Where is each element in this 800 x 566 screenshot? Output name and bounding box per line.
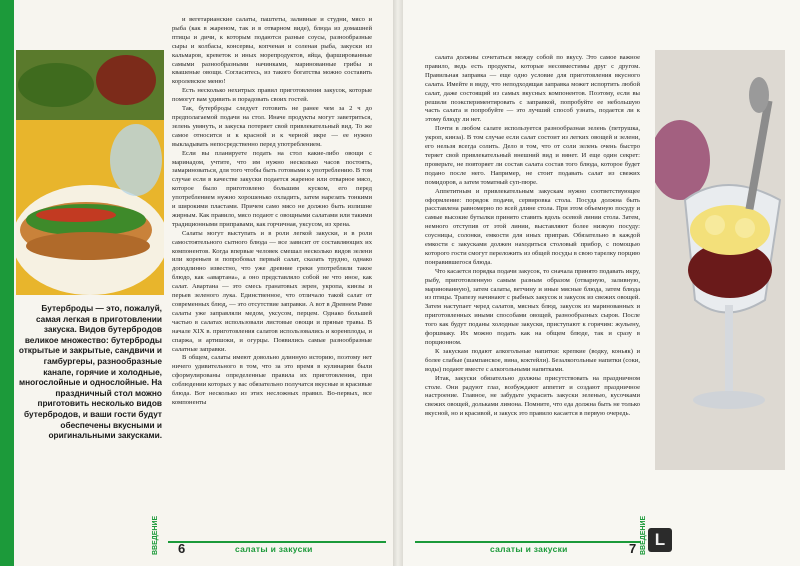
paragraph: салата должны сочетаться между собой по вкусу. Это самое важное правило, ведь есть продукты, которые несовместимы друг с другом. Правильная заправка — еще одно условие для приготовления вкусного салата. Имейте в виду, что неподходящая заправка может испортить любой салат, даже состоящий из самых вкусных компонентов. Поэтому, если вы решили поэкспериментировать с заправкой, попробуйте ее небольшую часть салата и попробуйте — это лучший способ узнать, подается ли к этому блюду ли нет. [425, 54, 640, 124]
paragraph: К закускам подают алкогольные напитки: крепкие (водку, коньяк) и более слабые (шампанское, вина, коктейли). Безалкогольные напитки (соки, воды) подают вместе с алкогольными напитками. [425, 347, 640, 373]
paragraph: и вегетарианские салаты, паштеты, заливные и студни, мясо и рыба (как в жареном, так и в отварном виде), блюда из домашней птицы и дичи, к которым подаются разные соусы, разнообразные сыры и колбасы, консервы, копченая и соленая рыба, закуски из кальмаров, креветок и иных морепродуктов, яйца, фаршированные самыми разнообразными начинками, маринованные грибы и квашеные овощи. Согласитесь, из такого богатства можно составить королевское меню! [172, 16, 372, 86]
right-text-column [425, 54, 640, 540]
page-number: 7 [629, 541, 637, 556]
paragraph: Итак, закуски обязательно должны присутствовать на праздничном столе. Они радуют глаз, возбуждают аппетит и создают праздничное настроение. Главное, не забудьте украсить закуски зеленью, кусочками свежих овощей, дольками лимона. Помните, что еда должна быть не только вкусной, но и красивой, и закуск это правило касается в первую очередь. [425, 374, 640, 418]
section-label: салаты и закуски [490, 544, 568, 554]
paragraph: Аппетитным и привлекательным закускам нужно соответствующее оформление: порядок подачи, сервировка стола. Посуда должна быть расставлена равномерно по всей длине стола. При этом объемную посуду и самые высокие бутылки принято ставить вдоль осевой линии стола. Затем, немного отступив от этой линии, выставляют более низкую посуду: соусницы, солонки, емкости для иных приправ. Обязательно в каждой емкости с закусками должен находиться столовый прибор, с помощью которого гости смогут переложить из общей посуды в свою тарелку порцию понравившегося блюда. [425, 187, 640, 266]
side-tab-label: ВВЕДЕНИЕ [640, 515, 647, 555]
left-page [0, 0, 395, 566]
green-accent-bar [0, 0, 14, 566]
section-label: салаты и закуски [235, 544, 313, 554]
sandwich-photo [16, 50, 164, 295]
left-text-column [172, 16, 372, 538]
paragraph: Салаты могут выступать и в роли легкой закуски, и в роли самостоятельного сытного блюда — все зависит от составляющих их компонентов. Когда впервые человек смешал несколько видов зелени или кореньев и попробовал первый салат, сказать трудно, однако доподлинно известно, что уже древние греки употребляли такое блюдо, как «авартана», а оно представляло собой не что иное, как салат. Авартана — это смесь гранатовых зерен, укропа, кинзы и перьев зеленого лука. Единственное, что отличало такой салат от современных блюд, — это отсутствие заправки. А вот в Древнем Риме салаты уже заправляли медом, уксусом, перцем. Однако большей частью в салатах использовали листовые овощи и пряные травы. В начале XIX в. приготовления салатов использовались и коренплоды, и спаржа, и артишоки, и огурцы. Появились самые разнообразные салатные заправки. [172, 229, 372, 353]
paragraph: Так, бутерброды следует готовить не ранее чем за 2 ч до предполагаемой подачи на стол. Иначе продукты могут заветриться, зелень увянуть, и закуска потеряет свой привлекательный вид. То же самое относится и к красной и к черной икре — ее нужно выкладывать непосредственно перед употреблением. [172, 105, 372, 148]
sandwich-intro-text: Бутерброды — это, пожалуй, самая легкая в приготовлении закуска. Видов бутербродов великое множество: бутерброды открытые и закрытые, сандвичи и гамбургеры, разнообразные канапе, горячие и холодные, многослойные и однослойные. На праздничный стол можно приготовить несколько видов бутербродов, и ваши гости будут обеспечены вкусными и оригинальными закусками. [18, 303, 162, 441]
paragraph: В общем, салаты имеют довольно длинную историю, поэтому нет ничего удивительного в том, что за это время в кулинарии были сформулированы определенные правила их приготовления, при соблюдении которых у вас обязательно получатся вкусные и красивые блюда. Вот несколько из этих несложных правил. Во-первых, все компоненты [172, 354, 372, 406]
paragraph: Что касается порядка подачи закусок, то сначала принято подавать икру, рыбу, приготовленную самым разным образом (отварную, заливную, маринованную), затем салаты, ветчину и иные мясные блюда, затем блюда из птицы. Трапезу начинают с рыбных закусок и закусок из свежих овощей. Затем наступает черед салатов, мясных блюд, закусок из маринованных и приготовленных иными способами овощей, разнообразных сыров. После того как будут поданы холодные закуски, приступают к горячим: жульену, форшмаку. Их можно подать как на общем блюде, так и сразу в порционном. [425, 267, 640, 346]
paragraph: Если вы планируете подать на стол какие-либо овощи с маринадом, учтите, что им нужно несколько часов постоять, замариноваться, для того чтобы быть готовыми к употреблению. В том случае если в качестве закуски подается жареное или отварное мясо, которое было приготовлено большим куском, его перед употреблением нужно хорошенько охладить, затем нарезать тонкими и широкими пластами. Причем само мясо не должно быть излишне жирным. Как правило, мясо подают с овощными салатами или такими традиционными приправами, как горчичная, уксусом, из хрена. [172, 149, 372, 228]
paragraph: Есть несколько нехитрых правил приготовления закусок, которые помогут вам удивить и порадовать своих гостей. [172, 87, 372, 104]
dessert-illustration [655, 50, 785, 470]
dessert-glass-photo [655, 50, 785, 470]
paragraph: Почти в любом салате используется разнообразная зелень (петрушка, укроп, кинза). В том случае если салат состоит из легких овощей и зелени, его нельзя всегда солить. Дело в том, что от соли зелень очень быстро теряет свой привлекательный внешний вид и вянет. И еще один секрет: проверьте, не повторяет ли состав салата состав того блюда, которое будет подано после него. Например, не стоит подавать салат из свежих помидоров, а затем томатный суп-пюре. [425, 125, 640, 186]
page-number: 6 [178, 541, 186, 556]
side-tab-label: ВВЕДЕНИЕ [152, 515, 159, 555]
sandwich-illustration [16, 50, 164, 295]
watermark-logo: L [648, 528, 672, 552]
